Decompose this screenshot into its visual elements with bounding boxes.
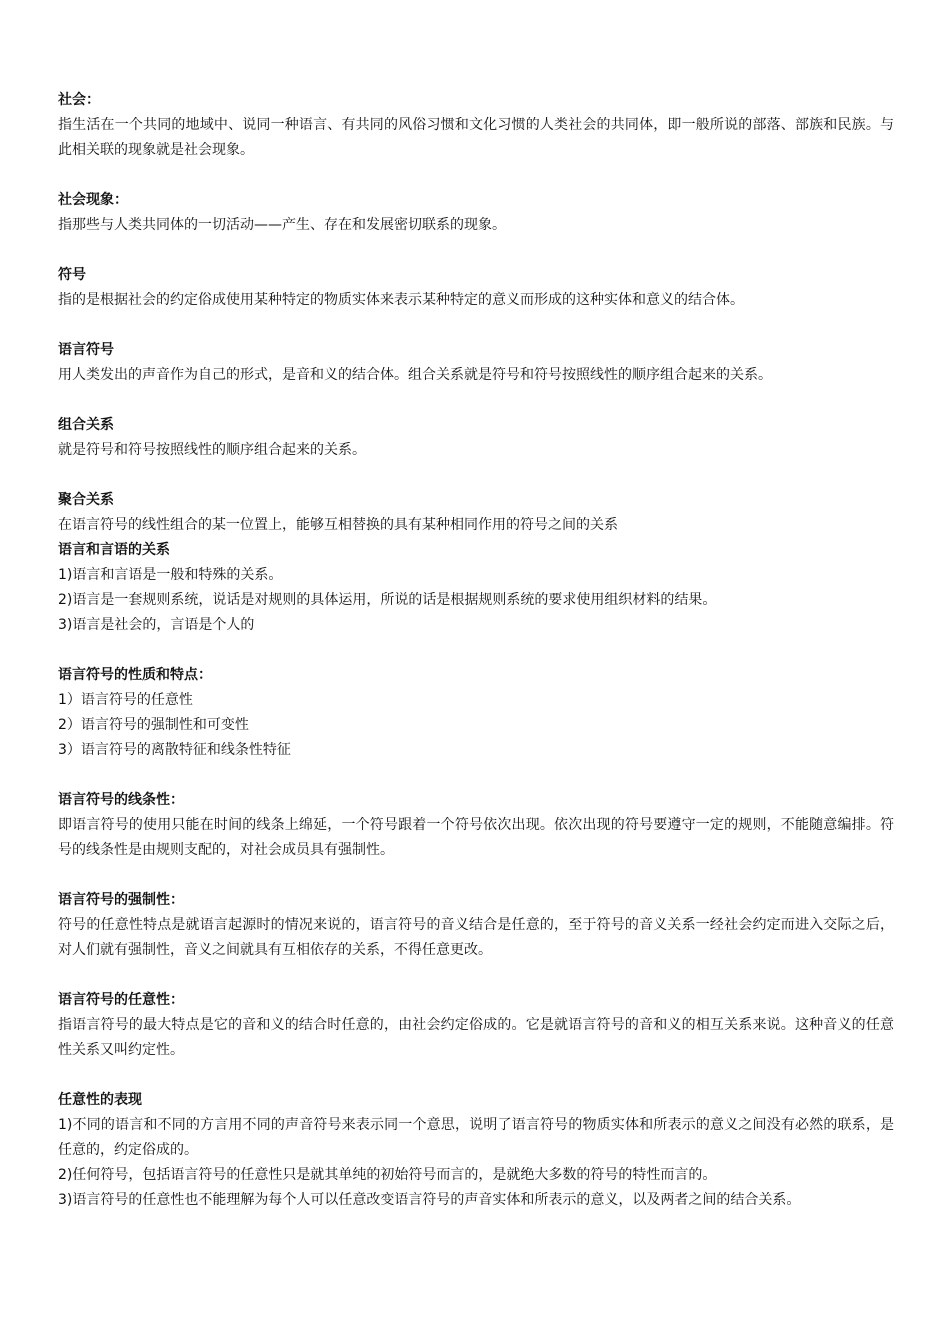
- section-renyixing-biaoxian: [58, 1088, 894, 1213]
- list-item: 3)语言是社会的，言语是个人的: [58, 617, 255, 633]
- section-paragraph: 用人类发出的声音作为自己的形式，是音和义的结合体。组合关系就是符号和符号按照线性的顺序组合起来的关系。: [58, 367, 772, 383]
- section-heading: 社会现象：: [58, 192, 128, 208]
- section-heading: 语言符号的强制性：: [58, 892, 184, 908]
- section-yuyan-fuhao: [58, 338, 894, 388]
- list-item: 1)不同的语言和不同的方言用不同的声音符号来表示同一个意思，说明了语言符号的物质实体和所表示的意义之间没有必然的联系，是任意的，约定俗成的。: [58, 1117, 894, 1158]
- list-item: 3)语言符号的任意性也不能理解为每个人可以任意改变语言符号的声音实体和所表示的意义，以及两者之间的结合关系。: [58, 1192, 801, 1208]
- section-yuyan-yanyu: [58, 538, 894, 638]
- section-paragraph: 就是符号和符号按照线性的顺序组合起来的关系。: [58, 442, 366, 458]
- section-fuhao: [58, 263, 894, 313]
- list-item: 2)语言是一套规则系统，说话是对规则的具体运用，所说的话是根据规则系统的要求使用组织材料的结果。: [58, 592, 717, 608]
- section-paragraph: 指那些与人类共同体的一切活动——产生、存在和发展密切联系的现象。: [58, 217, 506, 233]
- list-item: 1)语言和言语是一般和特殊的关系。: [58, 567, 283, 583]
- section-paragraph: 在语言符号的线性组合的某一位置上，能够互相替换的具有某种相同作用的符号之间的关系: [58, 517, 618, 533]
- section-paragraph: 指生活在一个共同的地域中、说同一种语言、有共同的风俗习惯和文化习惯的人类社会的共同体，即一般所说的部落、部族和民族。与此相关联的现象就是社会现象。: [58, 117, 894, 158]
- section-xiantiaoxing: [58, 788, 894, 863]
- section-qiangzhixing: [58, 888, 894, 963]
- section-shehui-xianxiang: [58, 188, 894, 238]
- section-juhe-guanxi: [58, 488, 894, 538]
- section-heading: 语言符号: [58, 342, 114, 358]
- section-xingzhi-tedian: [58, 663, 894, 763]
- section-heading: 聚合关系: [58, 492, 114, 508]
- section-renyixing: [58, 988, 894, 1063]
- section-heading: 语言和言语的关系: [58, 542, 170, 558]
- document-page: [58, 88, 894, 1213]
- section-heading: 社会：: [58, 92, 100, 108]
- section-paragraph: 指的是根据社会的约定俗成使用某种特定的物质实体来表示某种特定的意义而形成的这种实体和意义的结合体。: [58, 292, 744, 308]
- section-heading: 语言符号的线条性：: [58, 792, 184, 808]
- section-shehui: [58, 88, 894, 163]
- list-item: 2）语言符号的强制性和可变性: [58, 717, 249, 733]
- section-zuhe-guanxi: [58, 413, 894, 463]
- list-item: 3）语言符号的离散特征和线条性特征: [58, 742, 291, 758]
- list-item: 2)任何符号，包括语言符号的任意性只是就其单纯的初始符号而言的，是就绝大多数的符号的特性而言的。: [58, 1167, 717, 1183]
- section-paragraph: 即语言符号的使用只能在时间的线条上绵延，一个符号跟着一个符号依次出现。依次出现的符号要遵守一定的规则，不能随意编排。符号的线条性是由规则支配的，对社会成员具有强制性。: [58, 817, 894, 858]
- section-heading: 语言符号的任意性：: [58, 992, 184, 1008]
- section-paragraph: 指语言符号的最大特点是它的音和义的结合时任意的，由社会约定俗成的。它是就语言符号的音和义的相互关系来说。这种音义的任意性关系又叫约定性。: [58, 1017, 894, 1058]
- list-item: 1）语言符号的任意性: [58, 692, 193, 708]
- section-paragraph: 符号的任意性特点是就语言起源时的情况来说的，语言符号的音义结合是任意的，至于符号的音义关系一经社会约定而进入交际之后，对人们就有强制性，音义之间就具有互相依存的关系，不得任意更改。: [58, 917, 894, 958]
- section-heading: 语言符号的性质和特点：: [58, 667, 212, 683]
- section-heading: 任意性的表现: [58, 1092, 142, 1108]
- section-heading: 组合关系: [58, 417, 114, 433]
- section-heading: 符号: [58, 267, 86, 283]
